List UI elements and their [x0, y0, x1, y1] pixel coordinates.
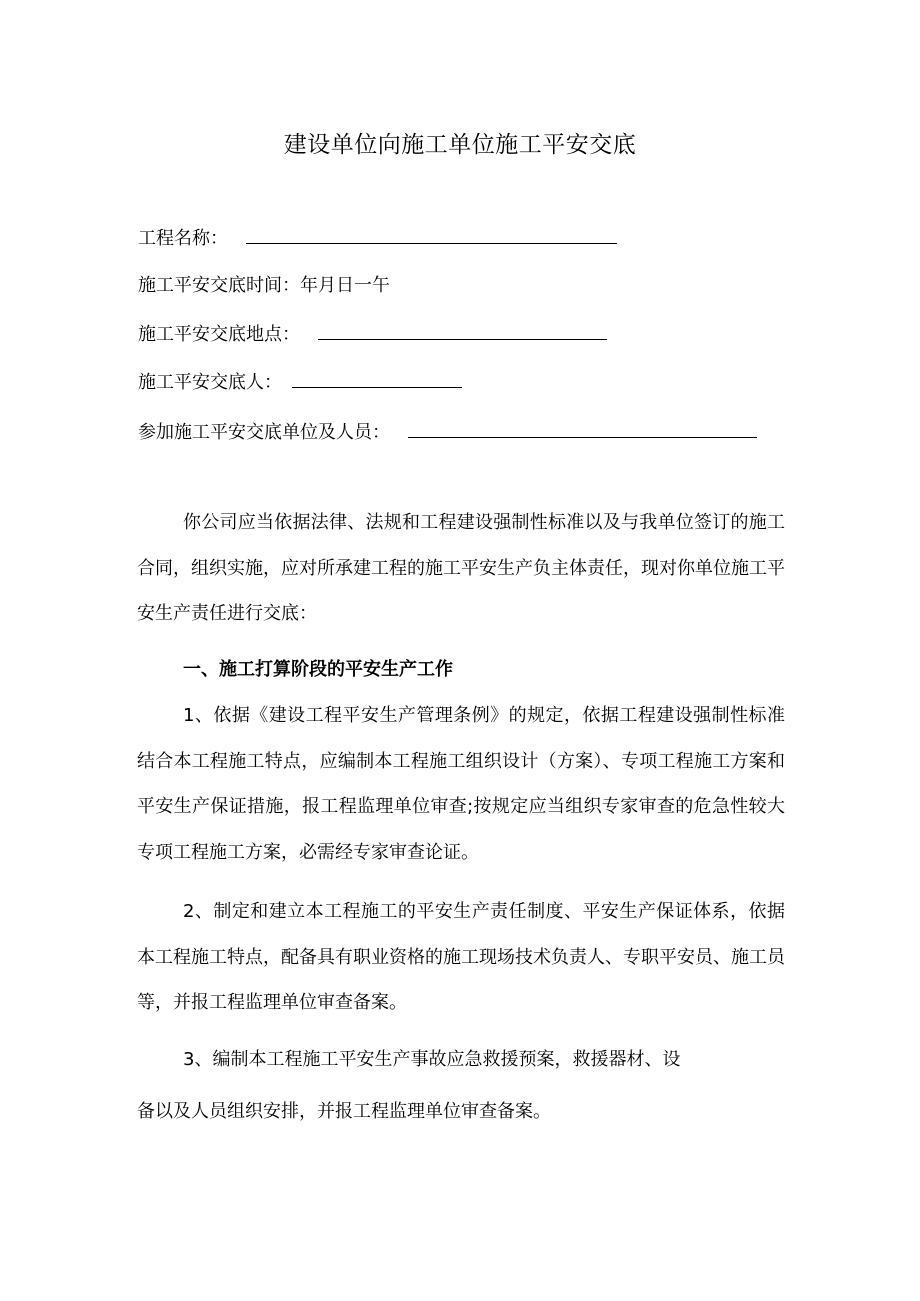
item-3-line-1: 3、编制本工程施工平安生产事故应急救援预案，救援器材、设	[183, 1049, 681, 1070]
person-row	[138, 368, 462, 394]
project-name-row	[138, 224, 617, 250]
place-row	[138, 320, 607, 346]
participants-label: 参加施工平安交底单位及人员：	[138, 422, 390, 443]
place-label: 施工平安交底地点：	[138, 324, 300, 345]
intro-paragraph: 你公司应当依据法律、法规和工程建设强制性标准以及与我单位签订的施工合同，组织实施，应对所承建工程的施工平安生产负主体责任，现对你单位施工平安生产责任进行交底：	[137, 512, 785, 624]
project-name-blank	[246, 229, 617, 244]
section-heading: 一、施工打算阶段的平安生产工作	[183, 659, 453, 680]
person-label: 施工平安交底人：	[138, 372, 282, 393]
place-blank	[318, 325, 607, 340]
person-blank	[292, 373, 462, 388]
item-1-paragraph: 1、依据《建设工程平安生产管理条例》的规定，依据工程建设强制性标准结合本工程施工特点，应编制本工程施工组织设计（方案）、专项工程施工方案和平安生产保证措施，报工程监理单位审查;按规定应当组织专家审查的危急性较大专项工程施工方案，必需经专家审查论证。	[137, 705, 785, 863]
document-title: 建设单位向施工单位施工平安交底	[283, 132, 637, 158]
project-name-label: 工程名称：	[138, 228, 228, 249]
time-label: 施工平安交底时间：年月日一午	[138, 275, 390, 296]
participants-row	[138, 418, 757, 444]
time-row	[138, 271, 390, 297]
item-2-paragraph: 2、制定和建立本工程施工的平安生产责任制度、平安生产保证体系，依据本工程施工特点，配备具有职业资格的施工现场技术负责人、专职平安员、施工员等，并报工程监理单位审查备案。	[137, 901, 785, 1013]
item-3-line-2: 备以及人员组织安排，并报工程监理单位审查备案。	[137, 1101, 551, 1122]
participants-blank	[408, 423, 757, 438]
